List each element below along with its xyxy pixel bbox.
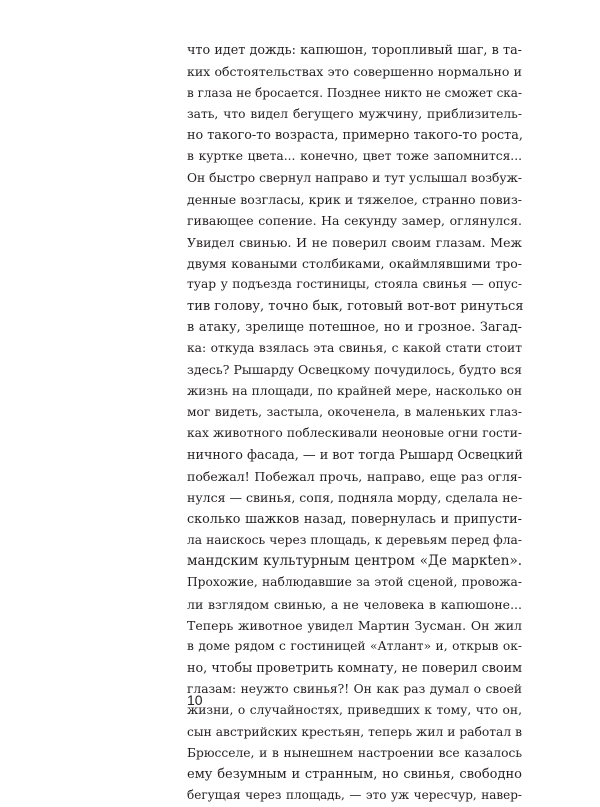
text-line: глазам: неужто свинья?! Он как раз думал о своей xyxy=(187,681,522,696)
text-line: ничного фасада, — и вот тогда Рышард Освецкий xyxy=(187,447,523,463)
text-line: гивающее сопение. На секунду замер, оглянулся. xyxy=(187,213,522,229)
text-line: в глаза не бросается. Позднее никто не сможет ска- xyxy=(187,85,522,100)
text-line: ках животного поблескивали неоновые огни гости- xyxy=(187,426,522,441)
page-number: 10 xyxy=(187,692,203,708)
text-line: бегущая через площадь, — это уж чересчур, навер- xyxy=(187,788,522,803)
text-line: в атаку, зрелище потешное, но и грозное. Загад- xyxy=(187,319,522,335)
text-line: зать, что видел бегущего мужчину, приблизитель- xyxy=(187,106,522,121)
text-line: туар у подъезда гостиницы, стояла свинья — опус- xyxy=(187,277,522,292)
text-line: Брюсселе, и в нынешнем настроении все казалось xyxy=(187,745,522,760)
text-line: Прохожие, наблюдавшие за этой сценой, провожа- xyxy=(187,575,522,590)
text-line: ему безумным и странным, но свинья, свободно xyxy=(187,767,522,783)
text-line: денные возгласы, крик и тяжелое, странно повиз- xyxy=(187,192,522,208)
text-line: нулся — свинья, сопя, подняла морду, сделала не- xyxy=(187,490,523,506)
text-line: но, чтобы проветрить комнату, не поверил своим xyxy=(187,660,522,676)
text-line: что идет дождь: капюшон, торопливый шаг, в та- xyxy=(187,43,522,58)
text-line: мог видеть, застыла, окоченела, в маленьких глаз- xyxy=(187,405,522,420)
text-line: но такого-то возраста, примерно такого-то роста, xyxy=(187,128,523,144)
text-line: сколько шажков назад, повернулась и припусти- xyxy=(187,511,522,527)
text-line: Увидел свинью. И не поверил своим глазам. Меж xyxy=(187,234,522,250)
text-line: Он быстро свернул направо и тут услышал возбуж- xyxy=(187,170,522,185)
text-line: двумя коваными столбиками, окаймлявшими тро- xyxy=(187,255,522,271)
text-line: в доме рядом с гостиницей «Атлант» и, открыв ок- xyxy=(187,639,522,654)
text-line: побежал! Побежал прочь, направо, еще раз огля- xyxy=(187,468,522,484)
text-line: Теперь животное увидел Мартин Зусман. Он жил xyxy=(187,618,522,634)
text-line: ких обстоятельствах это совершенно нормально и xyxy=(187,64,522,80)
text-line: мандским культурным центром «Де маркten». xyxy=(187,553,522,570)
text-line: ла наискось через площадь, к деревьям перед фла- xyxy=(187,532,522,547)
body-text xyxy=(187,40,522,807)
text-line: сын австрийских крестьян, теперь жил и работал в xyxy=(187,724,522,739)
text-line: ли взглядом свинью, а не человека в капюшоне... xyxy=(187,596,522,612)
text-line: жизни, о случайностях, приведших к тому, что он, xyxy=(187,703,522,718)
text-line: жизнь на площади, по крайней мере, насколько он xyxy=(187,383,522,398)
text-line: здесь? Рышарду Освецкому почудилось, будто вся xyxy=(187,362,522,378)
text-line: ка: откуда взялась эта свинья, с какой стати стоит xyxy=(187,341,522,356)
text-line: тив голову, точно бык, готовый вот-вот ринуться xyxy=(187,298,524,314)
text-line: в куртке цвета... конечно, цвет тоже запомнится... xyxy=(187,149,522,164)
